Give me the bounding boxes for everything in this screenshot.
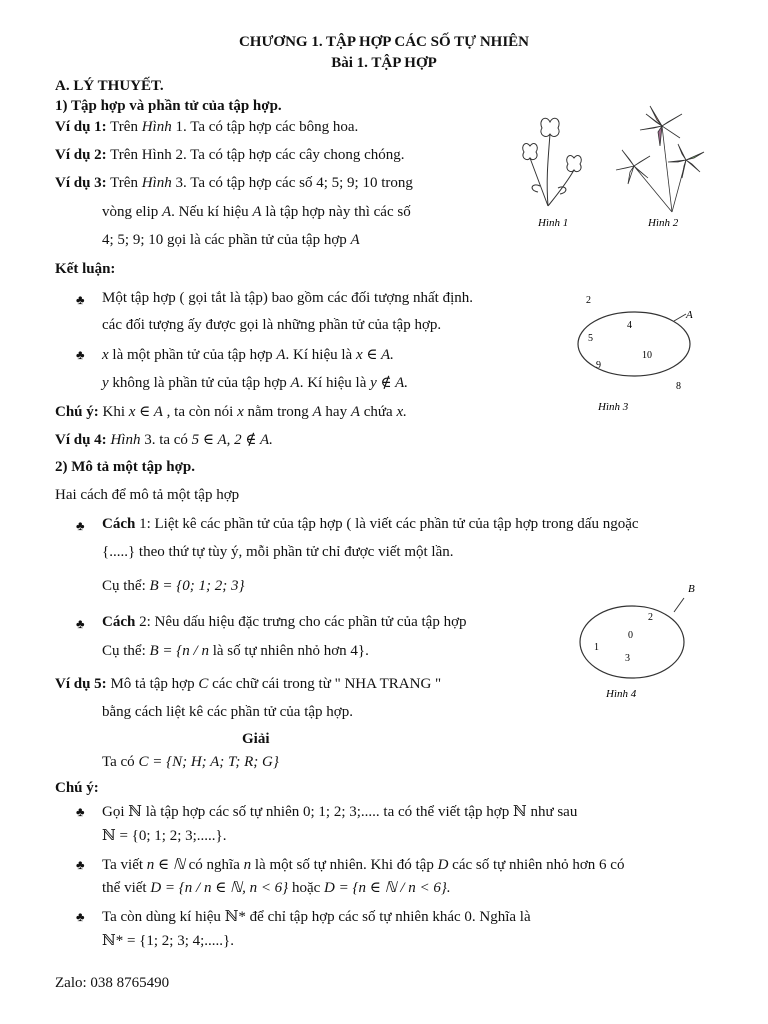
note-2-item-1-line-1: Gọi ℕ là tập hợp các số tự nhiên 0; 1; 2; 3;..... ta có thể viết tập hợp ℕ như sau xyxy=(102,804,578,820)
club-bullet-icon: ♣ xyxy=(76,518,85,533)
set-b-label: B xyxy=(688,583,695,595)
note-2-item-2-line-2: thể viết D = {n / n ∈ ℕ, n < 6} hoặc D = {n ∈ ℕ / n < 6}. xyxy=(102,880,451,896)
example-5-line-2: bằng cách liệt kê các phần tử của tập hợp. xyxy=(102,704,353,720)
club-bullet-icon: ♣ xyxy=(76,857,85,872)
element-inside: 4 xyxy=(627,320,632,331)
way-2-example: Cụ thể: B = {n / n là số tự nhiên nhỏ hơn 4}. xyxy=(102,643,369,659)
element-inside: 5 xyxy=(588,333,593,344)
way-1-example: Cụ thể: B = {0; 1; 2; 3} xyxy=(102,578,245,594)
figure-1-2 xyxy=(510,100,730,235)
pinwheel-illustration xyxy=(616,106,704,212)
element-inside: 10 xyxy=(642,350,652,361)
conclusion-1-line-1: Một tập hợp ( gọi tắt là tập) bao gồm các đối tượng nhất định. xyxy=(102,290,474,306)
element-outside: 8 xyxy=(676,381,681,392)
example-1: Ví dụ 1: Trên Hình 1. Ta có tập hợp các bông hoa. xyxy=(55,119,359,135)
figure-2-caption: Hình 2 xyxy=(648,217,679,229)
conclusion-heading: Kết luận: xyxy=(55,261,116,277)
way-1-line-1: Cách 1: Liệt kê các phần tử của tập hợp ( là viết các phần tử của tập hợp trong dấu ngoặc xyxy=(102,516,639,532)
club-bullet-icon: ♣ xyxy=(76,909,85,924)
figure-4-caption: Hình 4 xyxy=(606,688,637,700)
figure-3-caption: Hình 3 xyxy=(598,401,629,413)
element-inside: 3 xyxy=(625,653,630,664)
note-1: Chú ý: Khi x ∈ A , ta còn nói x nằm trong A hay A chứa x. xyxy=(55,404,407,420)
conclusion-2: x là một phần tử của tập hợp A. Kí hiệu là x ∈ A. xyxy=(102,347,394,363)
solution-heading: Giải xyxy=(242,731,270,747)
section-2-heading: 2) Mô tả một tập hợp. xyxy=(55,459,195,475)
way-1-line-2: {.....} theo thứ tự tùy ý, mỗi phần tử chỉ được viết một lần. xyxy=(102,544,454,560)
conclusion-3: y không là phần tử của tập hợp A. Kí hiệu là y ∉ A. xyxy=(102,375,409,391)
set-a-label: A xyxy=(686,309,693,321)
note-2-item-3-line-2: ℕ* = {1; 2; 3; 4;.....}. xyxy=(102,933,234,949)
two-ways-intro: Hai cách để mô tả một tập hợp xyxy=(55,487,240,503)
note-2-item-3-line-1: Ta còn dùng kí hiệu ℕ* để chỉ tập hợp các số tự nhiên khác 0. Nghĩa là xyxy=(102,909,531,925)
note-2-item-2-line-1: Ta viết n ∈ ℕ có nghĩa n là một số tự nhiên. Khi đó tập D các số tự nhiên nhỏ hơn 6 có xyxy=(102,857,625,873)
example-3-line-1: Ví dụ 3: Trên Hình 3. Ta có tập hợp các số 4; 5; 9; 10 trong xyxy=(55,175,413,191)
example-2: Ví dụ 2: Trên Hình 2. Ta có tập hợp các cây chong chóng. xyxy=(55,147,405,163)
figure-4-set-diagram xyxy=(570,580,710,705)
element-inside: 0 xyxy=(628,630,633,641)
flower-illustration xyxy=(523,118,582,206)
lesson-title: Bài 1. TẬP HỢP xyxy=(331,55,437,71)
element-outside: 2 xyxy=(586,295,591,306)
club-bullet-icon: ♣ xyxy=(76,292,85,307)
club-bullet-icon: ♣ xyxy=(76,616,85,631)
way-2-line-1: Cách 2: Nêu dấu hiệu đặc trưng cho các phần tử của tập hợp xyxy=(102,614,467,630)
conclusion-1-line-2: các đối tượng ấy được gọi là những phần tử của tập hợp. xyxy=(102,317,442,333)
club-bullet-icon: ♣ xyxy=(76,347,85,362)
example-3-line-2: vòng elip A. Nếu kí hiệu A là tập hợp này thì các số xyxy=(102,204,411,220)
element-inside: 9 xyxy=(596,360,601,371)
chapter-title: CHƯƠNG 1. TẬP HỢP CÁC SỐ TỰ NHIÊN xyxy=(238,34,530,50)
figure-3-set-diagram xyxy=(570,288,710,418)
note-2-item-1-line-2: ℕ = {0; 1; 2; 3;.....}. xyxy=(102,828,227,844)
solution-line: Ta có C = {N; H; A; T; R; G} xyxy=(102,754,279,770)
section-a-heading: A. LÝ THUYẾT. xyxy=(55,78,164,94)
example-4: Ví dụ 4: Hình 3. ta có 5 ∈ A, 2 ∉ A. xyxy=(55,432,273,448)
example-5-line-1: Ví dụ 5: Mô tả tập hợp C các chữ cái trong từ " NHA TRANG " xyxy=(55,676,442,692)
figure-1-caption: Hình 1 xyxy=(538,217,569,229)
footer-contact: Zalo: 038 8765490 xyxy=(55,975,170,991)
note-2-heading: Chú ý: xyxy=(55,780,99,796)
example-3-line-3: 4; 5; 9; 10 gọi là các phần tử của tập hợp A xyxy=(102,232,360,248)
element-inside: 1 xyxy=(594,642,599,653)
club-bullet-icon: ♣ xyxy=(76,804,85,819)
element-inside: 2 xyxy=(648,612,653,623)
section-1-heading: 1) Tập hợp và phần tử của tập hợp. xyxy=(55,98,282,114)
set-a-ellipse xyxy=(578,312,690,376)
